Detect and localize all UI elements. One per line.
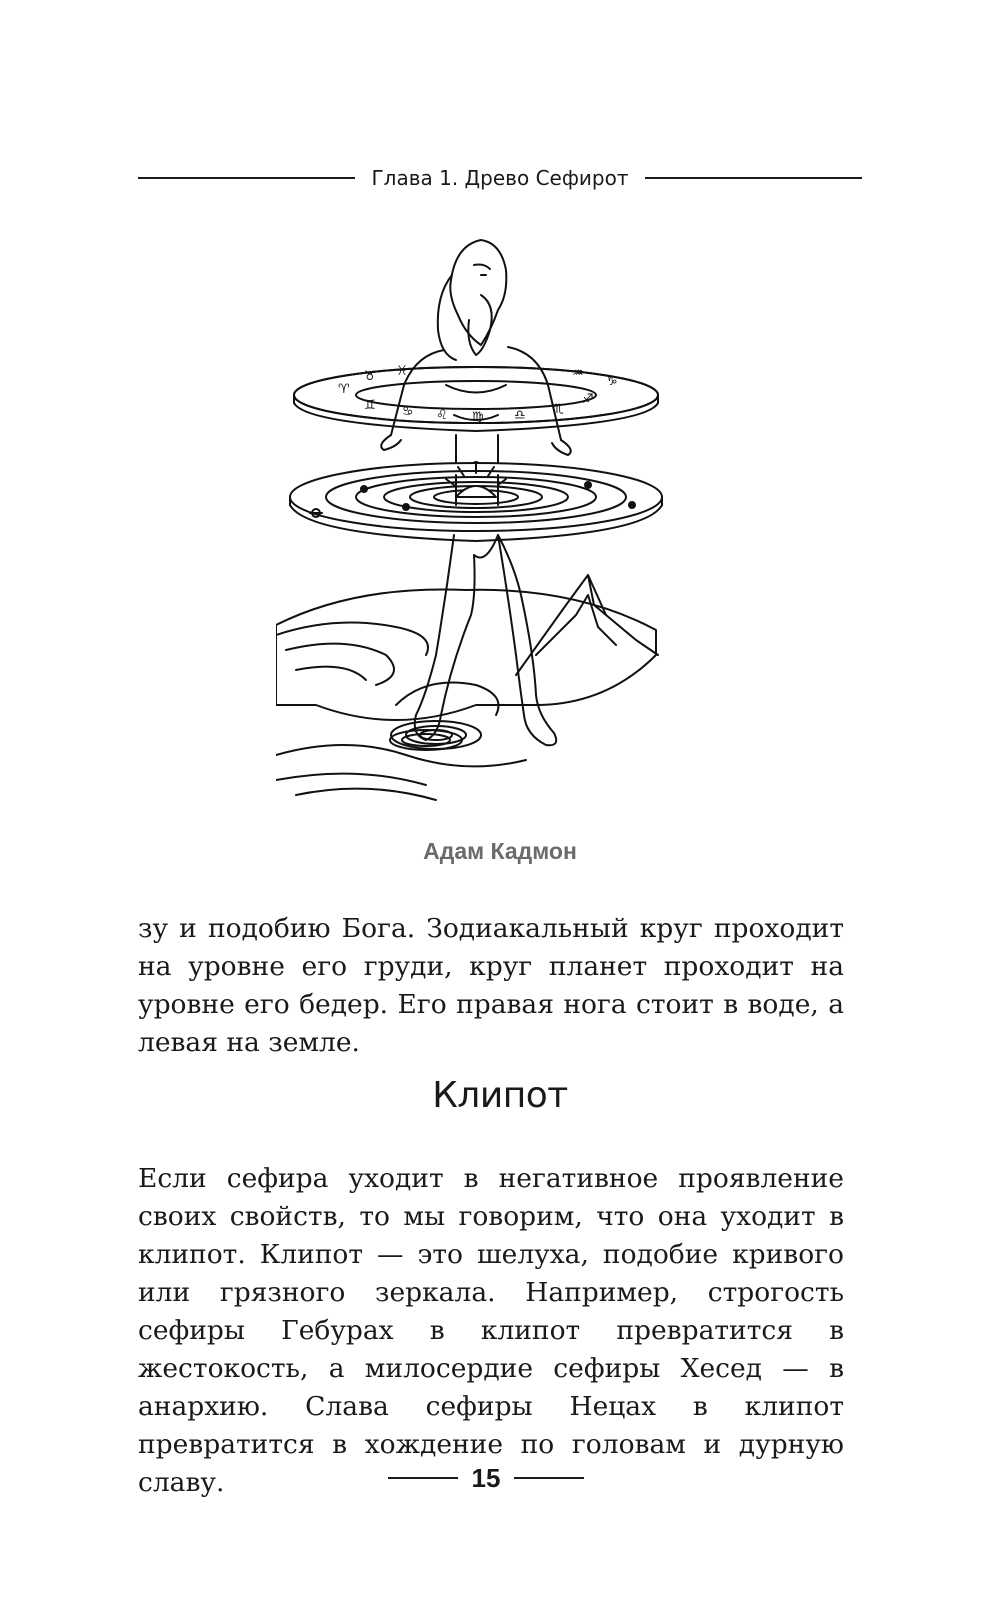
header-rule-right: [645, 177, 862, 179]
zodiac-glyph: ♎: [514, 408, 526, 423]
zodiac-glyph: ♊: [364, 398, 376, 413]
page-number: 15: [471, 1462, 501, 1493]
zodiac-glyph: ♌: [436, 408, 448, 423]
section-title: Клипот: [432, 1075, 568, 1116]
zodiac-glyph: ♉: [364, 369, 376, 384]
chapter-title: Глава 1. Древо Сефирот: [371, 166, 629, 190]
header-rule-left: [138, 177, 355, 179]
zodiac-glyph: ♐: [582, 392, 594, 407]
zodiac-glyph: ♍: [472, 410, 484, 425]
zodiac-glyph: ♈: [338, 382, 350, 397]
page-folio: [388, 1460, 584, 1496]
zodiac-glyph: ♏: [552, 402, 564, 417]
folio-rule-right: [514, 1477, 584, 1479]
adam-kadmon-illustration: [276, 235, 686, 810]
zodiac-glyph: ♑: [606, 374, 618, 389]
zodiac-glyph: ♒: [572, 366, 584, 381]
running-header: [138, 162, 862, 194]
figure-caption: Адам Кадмон: [423, 838, 577, 864]
zodiac-ring: [294, 364, 658, 431]
zodiac-glyph: ♋: [402, 404, 414, 419]
earth-globe: [276, 589, 656, 800]
zodiac-glyph: ♓: [396, 364, 408, 379]
folio-rule-left: [388, 1477, 458, 1479]
body-paragraph-klipot: Если сефира уходит в негативное проявление своих свойств, то мы говорим, что она уходит в клипот. Клипот — это шелуха, подобие кривого или грязного зеркала. Например, строгость сефиры Гебурах в клипот превратится в жестокость, а милосердие сефиры Хесед — в анархию. Слава сефиры Нецах в клипот превратится в хождение по головам и дурную славу.: [138, 1163, 844, 1498]
body-paragraph-continued: зу и подобию Бога. Зодиакальный круг проходит на уровне его груди, круг планет проходит на уровне его бедер. Его правая нога стоит в воде, а левая на земле.: [138, 913, 844, 1058]
planetary-rings: [290, 463, 662, 541]
